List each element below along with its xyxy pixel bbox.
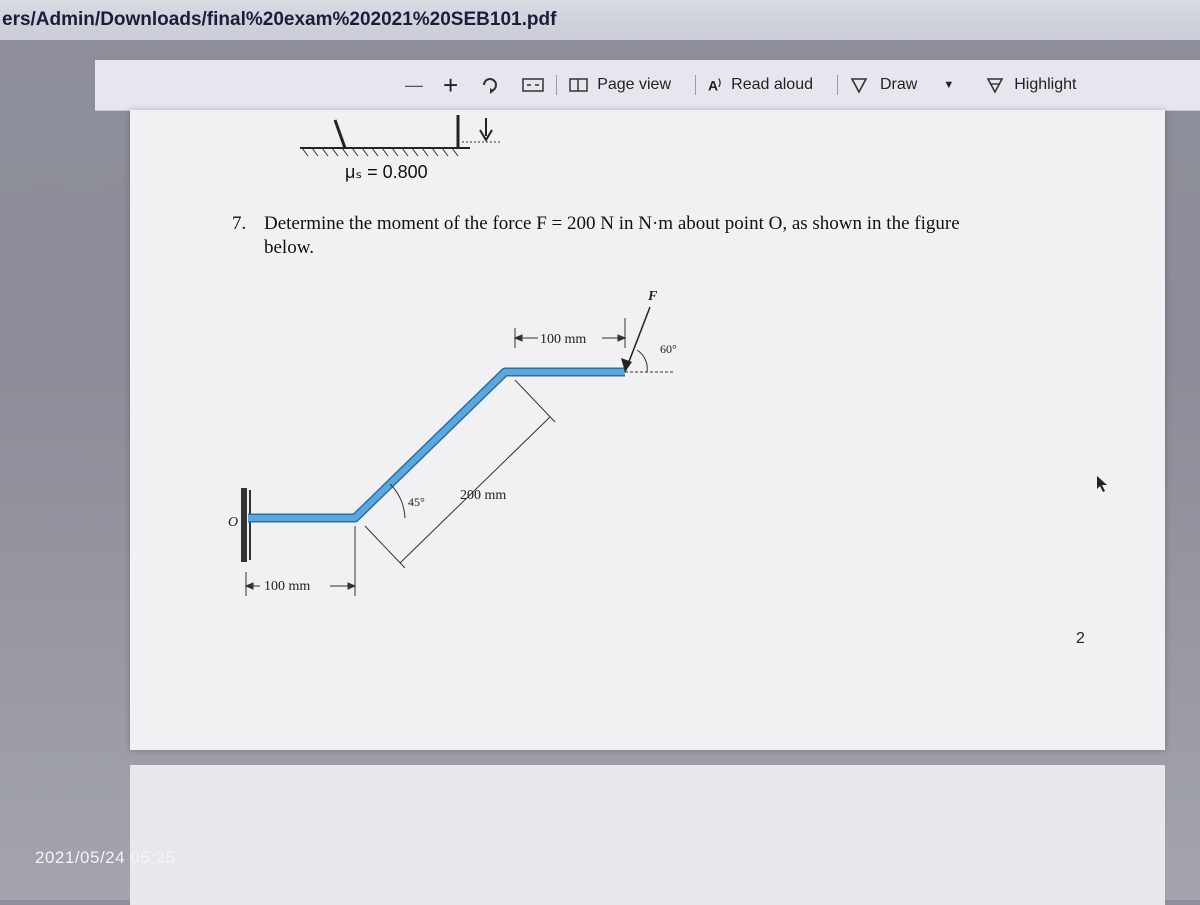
pdf-next-page <box>130 765 1165 905</box>
force-arrow <box>621 307 675 372</box>
diag-dimension-label: 200 mm <box>460 488 507 503</box>
force-angle-label: 60° <box>660 342 677 356</box>
mouse-cursor-icon <box>1095 475 1109 498</box>
angle-arc-45 <box>390 484 405 518</box>
page-view-button[interactable] <box>569 76 671 94</box>
highlight-icon <box>986 76 1004 94</box>
previous-figure-fragment <box>290 110 510 160</box>
pipe-figure <box>220 280 720 610</box>
draw-label: Draw <box>879 76 918 93</box>
pipe-bar <box>248 372 625 518</box>
friction-coefficient-text: μₛ = 0.800 <box>345 162 428 182</box>
wall-support <box>244 488 250 562</box>
toolbar-divider <box>837 75 838 95</box>
highlight-button[interactable] <box>986 76 1076 94</box>
diag-dimension <box>365 380 555 568</box>
read-aloud-label: Read aloud <box>731 76 813 93</box>
bottom-dimension-label: 100 mm <box>264 579 311 594</box>
question-line-1: Determine the moment of the force F = 200 N in N·m about point O, as shown in the figure <box>264 213 960 234</box>
top-dimension-label: 100 mm <box>540 332 587 347</box>
draw-icon <box>850 76 868 94</box>
photo-timestamp: 2021/05/24 05:25 <box>35 848 176 867</box>
question-text <box>232 212 1052 260</box>
chevron-down-icon[interactable]: ▼ <box>943 79 955 91</box>
page-view-icon <box>569 77 589 93</box>
draw-button[interactable] <box>850 76 954 94</box>
page-number: 2 <box>1076 630 1085 647</box>
address-bar[interactable] <box>0 0 1200 40</box>
zoom-in-button[interactable]: + <box>443 69 459 100</box>
rotate-icon[interactable] <box>480 75 500 95</box>
fit-page-icon[interactable] <box>522 77 544 93</box>
pdf-toolbar <box>95 60 1200 111</box>
highlight-label: Highlight <box>1014 76 1077 93</box>
diag-angle-label: 45° <box>408 495 425 509</box>
toolbar-divider <box>695 75 696 95</box>
point-o-label: O <box>228 515 239 530</box>
toolbar-divider <box>556 75 557 95</box>
address-url: ers/Admin/Downloads/final%20exam%202021%20SEB101.pdf <box>2 9 557 30</box>
page-view-label: Page view <box>597 76 672 93</box>
question-number: 7. <box>232 213 247 234</box>
zoom-out-button[interactable]: — <box>405 74 423 95</box>
force-label: F <box>648 289 658 304</box>
question-line-2: below. <box>264 237 314 258</box>
read-aloud-button[interactable] <box>708 76 813 94</box>
read-aloud-icon: A) <box>708 76 722 94</box>
